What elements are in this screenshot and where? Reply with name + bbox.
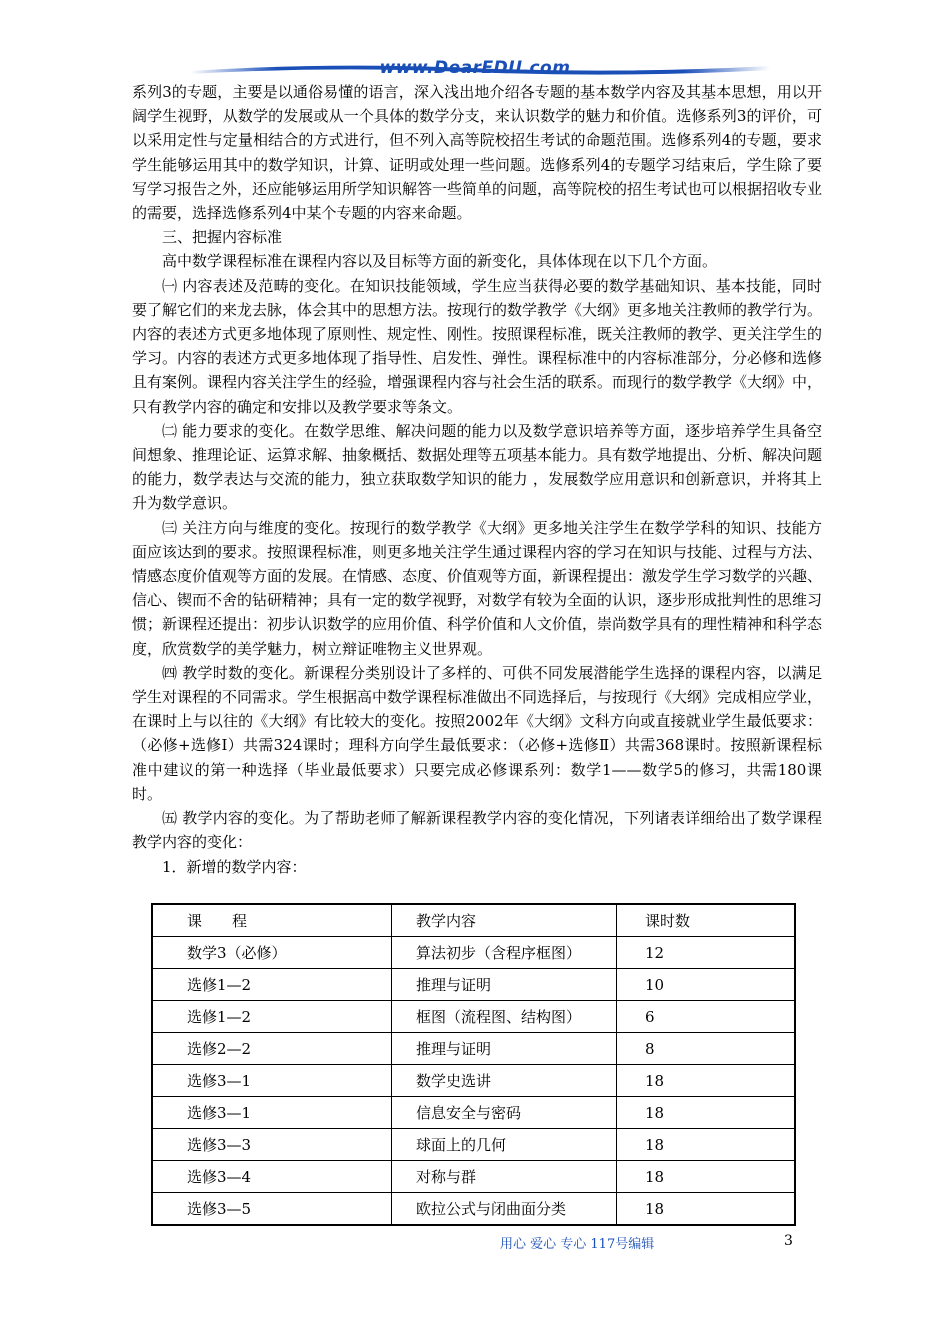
table-row [152, 969, 795, 1001]
paragraph: 高中数学课程标准在课程内容以及目标等方面的新变化，具体体现在以下几个方面。 [162, 252, 718, 271]
table-cell: 选修3—5 [152, 1193, 392, 1226]
table-cell: 选修2—2 [152, 1033, 392, 1065]
table-cell: 选修1—2 [152, 1001, 392, 1033]
table-cell: 球面上的几何 [392, 1129, 617, 1161]
section-heading: 三、把握内容标准 [162, 228, 283, 247]
list-heading: 1．新增的数学内容： [162, 857, 307, 876]
paragraph: ㈣ 教学时数的变化。新课程分类别设计了多样的、可供不同发展潜能学生选择的课程内容，以满足学生对课程的不同需求。学生根据高中数学课程标准做出不同选择后，与按现行《大纲》完成相应学业，在课时上与以往的《大纲》有比较大的变化。按照2002年《大纲》文科方向或直接就业学生最低要求：（必修+选修Ⅰ）共需324课时；理科方向学生最低要求：（必修+选修Ⅱ）共需368课时。按照新课程标准中建议的第一种选择（毕业最低要求）只要完成必修课系列：数学1——数学5的修习，共需180课时。 [132, 663, 823, 803]
table-cell: 选修3—4 [152, 1161, 392, 1193]
table-cell: 数学史选讲 [392, 1065, 617, 1097]
table-cell: 选修3—1 [152, 1097, 392, 1129]
table-header-row [152, 904, 795, 937]
table-cell: 数学3（必修） [152, 937, 392, 969]
paragraph: ㈤ 教学内容的变化。为了帮助老师了解新课程教学内容的变化情况，下列诸表详细给出了数学课程教学内容的变化： [132, 809, 822, 852]
table-cell: 18 [617, 1161, 796, 1193]
paragraph: ㈢ 关注方向与维度的变化。按现行的数学教学《大纲》更多地关注学生在数学学科的知识、技能方面应该达到的要求。按照课程标准，则更多地关注学生通过课程内容的学习在知识与技能、过程与方法、情感态度价值观等方面的发展。在情感、态度、价值观等方面，新课程提出：激发学生学习数学的兴趣、信心、锲而不舍的钻研精神；具有一定的数学视野，对数学有较为全面的认识，逐步形成批判性的思维习惯；新课程还提出：初步认识数学的应用价值、科学价值和人文价值，崇尚数学具有的理性精神和科学态度，欣赏数学的美学魅力，树立辩证唯物主义世界观。 [132, 518, 823, 658]
page-number: 3 [784, 1233, 793, 1249]
table-cell: 18 [617, 1097, 796, 1129]
paragraph: ㈡ 能力要求的变化。在数学思维、解决问题的能力以及数学意识培养等方面，逐步培养学生具备空间想象、推理论证、运算求解、抽象概括、数据处理等五项基本能力。具有数学地提出、分析、解决问题的能力，数学表达与交流的能力，独立获取数学知识的能力 ，发展数学应用意识和创新意识，并将其上升为数学意识。 [132, 421, 823, 513]
table-row [152, 1193, 795, 1226]
paragraph: 系列3的专题，主要是以通俗易懂的语言，深入浅出地介绍各专题的基本数学内容及其基本思想，用以开阔学生视野，从数学的发展或从一个具体的数学分支，来认识数学的魅力和价值。选修系列3的评价，可以采用定性与定量相结合的方式进行，但不列入高等院校招生考试的命题范围。选修系列4的专题，要求学生能够运用其中的数学知识，计算、证明或处理一些问题。选修系列4的专题学习结束后，学生除了要写学习报告之外，还应能够运用所学知识解答一些简单的问题，高等院校的招生考试也可以根据招收专业的需要，选择选修系列4中某个专题的内容来命题。 [132, 83, 823, 223]
table-cell: 选修1—2 [152, 969, 392, 1001]
table-row [152, 1161, 795, 1193]
table-cell: 欧拉公式与闭曲面分类 [392, 1193, 617, 1226]
table-cell: 18 [617, 1065, 796, 1097]
table-header-cell: 课时数 [617, 904, 796, 937]
table-cell: 算法初步（含程序框图） [392, 937, 617, 969]
table-cell: 推理与证明 [392, 969, 617, 1001]
table-cell: 信息安全与密码 [392, 1097, 617, 1129]
course-table [151, 903, 796, 1226]
table-cell: 选修3—3 [152, 1129, 392, 1161]
footer-text: 用心 爱心 专心 117号编辑 [500, 1237, 655, 1252]
table-cell: 12 [617, 937, 796, 969]
table-row [152, 1129, 795, 1161]
table-cell: 6 [617, 1001, 796, 1033]
table-cell: 10 [617, 969, 796, 1001]
table-cell: 18 [617, 1129, 796, 1161]
document-body [132, 80, 822, 879]
table-cell: 推理与证明 [392, 1033, 617, 1065]
table-cell: 8 [617, 1033, 796, 1065]
table-cell: 框图（流程图、结构图） [392, 1001, 617, 1033]
table-header-cell: 教学内容 [392, 904, 617, 937]
table-row [152, 1001, 795, 1033]
table-cell: 选修3—1 [152, 1065, 392, 1097]
site-logo-text: www.DearEDU.com [379, 58, 571, 78]
table-row [152, 1033, 795, 1065]
table-row [152, 937, 795, 969]
table-cell: 对称与群 [392, 1161, 617, 1193]
table-row [152, 1065, 795, 1097]
table-row [152, 1097, 795, 1129]
table-header-cell: 课 程 [152, 904, 392, 937]
page-header [0, 0, 950, 90]
table-cell: 18 [617, 1193, 796, 1226]
paragraph: ㈠ 内容表述及范畴的变化。在知识技能领域，学生应当获得必要的数学基础知识、基本技能，同时要了解它们的来龙去脉，体会其中的思想方法。按现行的数学教学《大纲》更多地关注教师的教学行为。内容的表述方式更多地体现了原则性、规定性、刚性。按照课程标准，既关注教师的教学、更关注学生的学习。内容的表述方式更多地体现了指导性、启发性、弹性。课程标准中的内容标准部分，分必修和选修且有案例。课程内容关注学生的经验，增强课程内容与社会生活的联系。而现行的数学教学《大纲》中，只有教学内容的确定和安排以及教学要求等条文。 [132, 276, 823, 416]
